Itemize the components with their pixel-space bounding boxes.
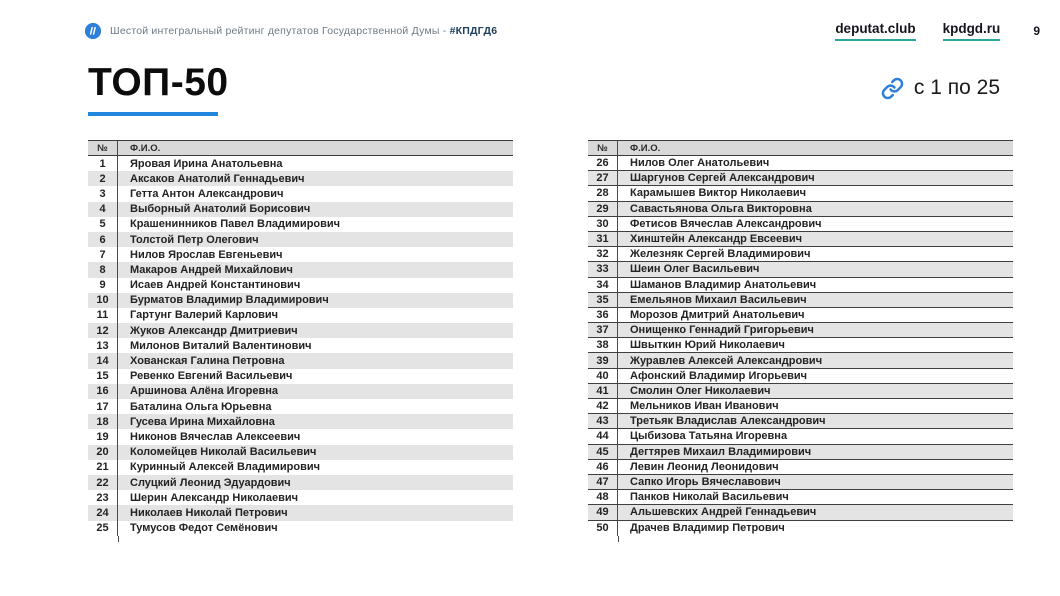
deputat-club-logo-icon <box>85 23 101 39</box>
table-row <box>588 232 1013 247</box>
rank-cell: 46 <box>588 460 618 474</box>
rank-cell: 5 <box>88 217 118 232</box>
name-cell: Выборный Анатолий Борисович <box>130 203 311 216</box>
table-row <box>88 369 513 384</box>
rank-cell: 24 <box>88 505 118 520</box>
table-row <box>588 414 1013 429</box>
name-cell: Толстой Петр Олегович <box>130 233 259 246</box>
name-cell: Журавлев Алексей Александрович <box>630 354 823 367</box>
table-row <box>588 490 1013 505</box>
rank-cell: 13 <box>88 338 118 353</box>
rank-cell: 33 <box>588 262 618 276</box>
table-row <box>88 262 513 277</box>
name-cell: Альшевских Андрей Геннадьевич <box>630 506 817 519</box>
table-row <box>588 338 1013 353</box>
name-cell: Аршинова Алёна Игоревна <box>130 385 279 398</box>
rank-cell: 44 <box>588 429 618 443</box>
table-header <box>588 140 1013 156</box>
report-subtitle: Шестой интегральный рейтинг депутатов Государственной Думы - #КПДГД6 <box>110 25 498 37</box>
rank-cell: 36 <box>588 308 618 322</box>
rank-cell: 37 <box>588 323 618 337</box>
rank-cell: 14 <box>88 353 118 368</box>
name-cell: Морозов Дмитрий Анатольевич <box>630 308 805 321</box>
table-row <box>88 399 513 414</box>
table-row <box>88 232 513 247</box>
table-row <box>588 308 1013 323</box>
table-row <box>588 247 1013 262</box>
table-row <box>88 171 513 186</box>
table-row <box>88 429 513 444</box>
table-header <box>88 140 513 156</box>
name-cell: Третьяк Владислав Александрович <box>630 415 826 428</box>
name-cell: Баталина Ольга Юрьевна <box>130 400 272 413</box>
name-cell: Панков Николай Васильевич <box>630 491 789 504</box>
rank-cell: 26 <box>588 156 618 170</box>
table-row <box>88 217 513 232</box>
rank-cell: 8 <box>88 262 118 277</box>
rank-cell: 10 <box>88 293 118 308</box>
rank-cell: 21 <box>88 460 118 475</box>
rank-cell: 16 <box>88 384 118 399</box>
name-cell: Хованская Галина Петровна <box>130 355 285 368</box>
name-cell: Жуков Александр Дмитриевич <box>130 324 298 337</box>
table-row <box>588 521 1013 536</box>
name-cell: Шерин Александр Николаевич <box>130 491 299 504</box>
column-header-name: Ф.И.О. <box>630 142 661 154</box>
rank-cell: 15 <box>88 369 118 384</box>
name-cell: Левин Леонид Леонидович <box>630 460 779 473</box>
range-label: с 1 по 25 <box>913 76 1000 99</box>
rank-cell: 22 <box>88 475 118 490</box>
name-cell: Ревенко Евгений Васильевич <box>130 370 293 383</box>
name-cell: Драчев Владимир Петрович <box>630 522 785 535</box>
title-block <box>88 62 229 116</box>
rank-cell: 25 <box>88 521 118 536</box>
name-cell: Николаев Николай Петрович <box>130 506 288 519</box>
rank-cell: 2 <box>88 171 118 186</box>
name-cell: Исаев Андрей Константинович <box>130 279 301 292</box>
name-cell: Слуцкий Леонид Эдуардович <box>130 476 291 489</box>
name-cell: Никонов Вячеслав Алексеевич <box>130 430 301 443</box>
rank-cell: 19 <box>88 429 118 444</box>
name-cell: Гусева Ирина Михайловна <box>130 415 275 428</box>
name-cell: Тумусов Федот Семёнович <box>130 522 278 535</box>
name-cell: Железняк Сергей Владимирович <box>630 248 811 261</box>
link-kpdgd-ru[interactable]: kpdgd.ru <box>943 21 1001 41</box>
rank-cell: 18 <box>88 414 118 429</box>
rank-cell: 41 <box>588 384 618 398</box>
rank-cell: 9 <box>88 278 118 293</box>
table-body <box>88 156 513 536</box>
rank-cell: 28 <box>588 186 618 200</box>
name-cell: Коломейцев Николай Васильевич <box>130 446 317 459</box>
name-cell: Гартунг Валерий Карлович <box>130 309 279 322</box>
rank-cell: 12 <box>88 323 118 338</box>
table-row <box>588 202 1013 217</box>
rank-cell: 27 <box>588 171 618 185</box>
table-row <box>88 445 513 460</box>
table-row <box>588 171 1013 186</box>
rank-cell: 50 <box>588 521 618 536</box>
table-row <box>88 293 513 308</box>
name-cell: Яровая Ирина Анатольевна <box>130 157 283 170</box>
rank-cell: 11 <box>88 308 118 323</box>
rank-cell: 31 <box>588 232 618 246</box>
table-body <box>588 156 1013 536</box>
name-cell: Карамышев Виктор Николаевич <box>630 187 807 200</box>
page-title: ТОП-50 <box>88 61 229 104</box>
name-cell: Сапко Игорь Вячеславович <box>630 476 781 489</box>
column-header-number: № <box>88 141 118 155</box>
name-cell: Смолин Олег Николаевич <box>630 384 771 397</box>
top-bar-links <box>835 21 1040 41</box>
name-cell: Нилов Олег Анатольевич <box>630 157 770 170</box>
table-row <box>88 414 513 429</box>
rank-cell: 29 <box>588 202 618 216</box>
name-cell: Аксаков Анатолий Геннадьевич <box>130 172 305 185</box>
hashtag-label: #КПДГД6 <box>449 25 498 37</box>
table-row <box>588 475 1013 490</box>
table-row <box>588 323 1013 338</box>
rank-cell: 43 <box>588 414 618 428</box>
rank-cell: 34 <box>588 278 618 292</box>
rank-cell: 38 <box>588 338 618 352</box>
table-row <box>588 429 1013 444</box>
rank-cell: 49 <box>588 505 618 519</box>
table-row <box>88 475 513 490</box>
table-row <box>88 505 513 520</box>
name-cell: Фетисов Вячеслав Александрович <box>630 217 822 230</box>
name-cell: Нилов Ярослав Евгеньевич <box>130 248 283 261</box>
column-header-number: № <box>588 141 618 155</box>
column-header-name: Ф.И.О. <box>130 142 161 154</box>
rank-cell: 45 <box>588 445 618 459</box>
rank-cell: 6 <box>88 232 118 247</box>
rank-cell: 39 <box>588 353 618 367</box>
table-row <box>88 202 513 217</box>
table-row <box>588 460 1013 475</box>
table-row <box>588 353 1013 368</box>
name-cell: Шаманов Владимир Анатольевич <box>630 278 817 291</box>
page-number: 9 <box>1033 24 1040 38</box>
name-cell: Цыбизова Татьяна Игоревна <box>630 430 788 443</box>
top-bar <box>85 20 1040 42</box>
table-row <box>588 384 1013 399</box>
table-row <box>88 521 513 536</box>
rank-cell: 47 <box>588 475 618 489</box>
rank-cell: 35 <box>588 293 618 307</box>
table-row <box>588 217 1013 232</box>
rank-cell: 48 <box>588 490 618 504</box>
name-cell: Мельников Иван Иванович <box>630 400 779 413</box>
range-block <box>881 76 1000 100</box>
table-row <box>88 384 513 399</box>
table-row <box>588 186 1013 201</box>
table-row <box>88 460 513 475</box>
table-row <box>88 490 513 505</box>
table-row <box>588 369 1013 384</box>
name-cell: Милонов Виталий Валентинович <box>130 339 312 352</box>
table-row <box>88 353 513 368</box>
name-cell: Онищенко Геннадий Григорьевич <box>630 324 814 337</box>
rank-cell: 42 <box>588 399 618 413</box>
name-cell: Бурматов Владимир Владимирович <box>130 294 329 307</box>
rank-cell: 3 <box>88 186 118 201</box>
rank-cell: 1 <box>88 156 118 171</box>
name-cell: Дегтярев Михаил Владимирович <box>630 445 812 458</box>
name-cell: Хинштейн Александр Евсеевич <box>630 233 803 246</box>
rank-cell: 4 <box>88 202 118 217</box>
table-row <box>588 262 1013 277</box>
rank-cell: 17 <box>88 399 118 414</box>
name-cell: Куринный Алексей Владимирович <box>130 461 321 474</box>
rank-cell: 20 <box>88 445 118 460</box>
table-row <box>88 186 513 201</box>
table-row <box>588 445 1013 460</box>
rank-cell: 30 <box>588 217 618 231</box>
table-1-25 <box>88 140 513 536</box>
table-row <box>588 293 1013 308</box>
table-row <box>88 278 513 293</box>
table-row <box>88 156 513 171</box>
table-row <box>88 308 513 323</box>
table-row <box>588 278 1013 293</box>
table-row <box>88 338 513 353</box>
title-underline <box>88 112 218 116</box>
name-cell: Макаров Андрей Михайлович <box>130 263 293 276</box>
name-cell: Шаргунов Сергей Александрович <box>630 172 815 185</box>
table-row <box>588 399 1013 414</box>
table-row <box>88 323 513 338</box>
table-row <box>588 505 1013 520</box>
name-cell: Афонский Владимир Игорьевич <box>630 369 808 382</box>
link-icon <box>881 77 904 100</box>
table-row <box>88 247 513 262</box>
ranking-tables <box>88 140 1013 536</box>
table-row <box>588 156 1013 171</box>
rank-cell: 32 <box>588 247 618 261</box>
name-cell: Шеин Олег Васильевич <box>630 263 760 276</box>
name-cell: Крашенинников Павел Владимирович <box>130 218 341 231</box>
link-deputat-club[interactable]: deputat.club <box>835 21 915 41</box>
table-26-50 <box>588 140 1013 536</box>
rank-cell: 40 <box>588 369 618 383</box>
name-cell: Швыткин Юрий Николаевич <box>630 339 785 352</box>
name-cell: Емельянов Михаил Васильевич <box>630 293 807 306</box>
rank-cell: 7 <box>88 247 118 262</box>
name-cell: Гетта Антон Александрович <box>130 187 284 200</box>
rank-cell: 23 <box>88 490 118 505</box>
name-cell: Савастьянова Ольга Викторовна <box>630 202 812 215</box>
